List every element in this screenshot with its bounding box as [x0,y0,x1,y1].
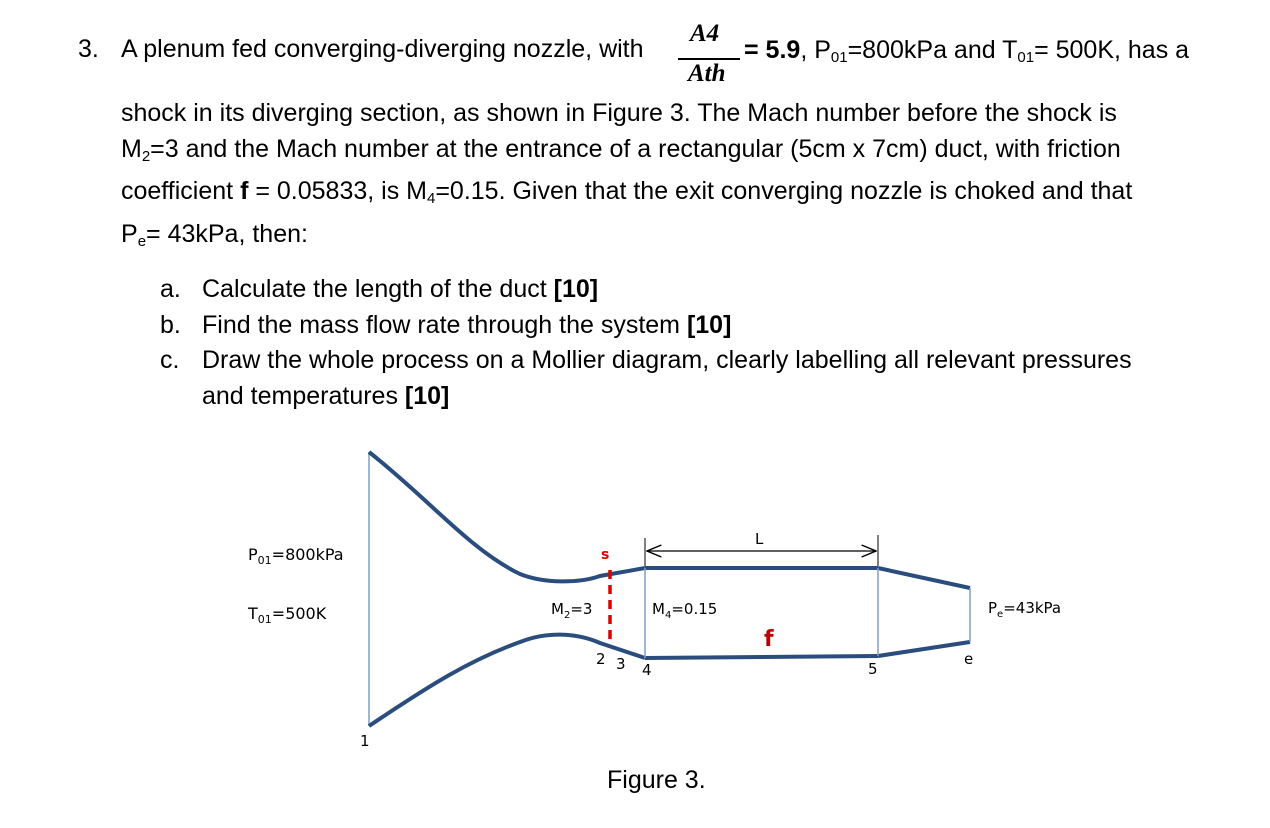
item-text: Find the mass flow rate through the system [202,310,687,339]
p01-prefix: , P [800,36,831,64]
pe-rest: = 43kPa, then: [146,219,308,248]
item-text: Calculate the length of the duct [202,275,554,303]
item-marks: [10] [404,381,450,410]
m2-label: $M_2=3$ [551,600,593,621]
m2-rest: =3 and the Mach number at the entrance of a rectangular (5cm x 7cm) duct, with friction [150,134,1121,163]
station-5-label: 5 [868,660,878,678]
station-3-label: 3 [616,655,626,673]
cf-symbol: f [240,177,249,205]
area-ratio-numerator: A4 [690,20,720,47]
duct-lower-wall [645,656,878,658]
figure-t01-label: $T_{01}=500K$ [248,604,327,626]
station-2-label: 2 [596,650,606,668]
t01-value: = 500K, has a [1034,36,1190,64]
item-text: and temperatures [202,381,405,410]
body-line-1: shock in its diverging section, as shown in Figure 3. The Mach number before the shock is [121,99,1117,127]
station-e-label: e [964,650,974,668]
p01-value: =800kPa and T [847,36,1018,64]
t01-subscript: 01 [1017,49,1035,66]
item-marks: [10] [686,310,732,339]
m2-subscript: 2 [141,147,151,165]
item-label: c. [160,346,180,374]
exit-nozzle-upper-wall [878,568,970,588]
area-ratio-denominator: Ath [688,60,726,87]
m2-symbol: M [121,134,142,163]
m4-subscript: 4 [426,190,436,207]
intro-text: A plenum fed converging-diverging nozzle, with [121,35,644,63]
figure-caption: Figure 3. [607,766,706,794]
friction-label: f [764,627,774,652]
station-4-label: 4 [642,661,652,679]
station-1-label: 1 [360,732,370,750]
cf-rest: =0.15. Given that the exit converging nozzle is choked and that [435,177,1133,205]
shock-label: s [601,547,610,563]
nozzle-lower-wall [369,635,645,726]
question-number: 3. [78,35,99,63]
pe-symbol: P [121,219,138,248]
figure-p01-label: $P_{01}=800kPa$ [248,545,344,567]
item-text: Draw the whole process on a Mollier diagram, clearly labelling all relevant pressures [202,346,1132,374]
item-label: b. [160,310,181,339]
p01-subscript: 01 [830,49,848,66]
cf-mid: = 0.05833, is M [248,177,427,205]
pe-label: $P_e=43kPa$ [988,599,1062,620]
cf-prefix: coefficient [121,177,241,205]
pe-subscript: e [137,232,147,250]
length-label: L [755,530,764,548]
item-label: a. [160,275,181,303]
item-marks: [10] [553,275,599,303]
exit-nozzle-lower-wall [878,642,970,656]
m4-label: $M_4=0.15$ [652,600,718,621]
area-ratio-value: = 5.9 [744,36,801,64]
